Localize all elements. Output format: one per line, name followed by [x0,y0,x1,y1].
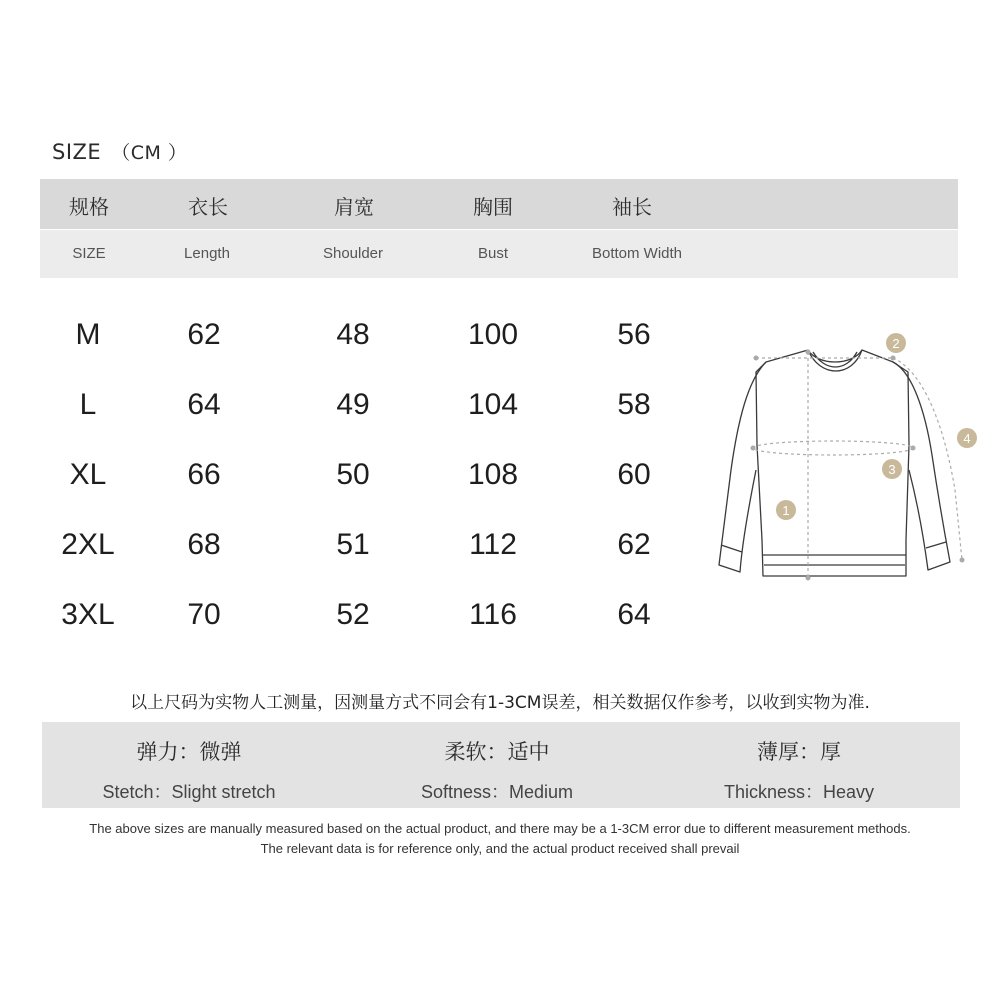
size-title [52,138,187,165]
cell-bust: 104 [467,388,519,421]
cell-sleeve: 64 [617,598,651,631]
cell-shoulder: 52 [336,598,370,631]
size-title-unit: （CM ） [111,142,188,164]
measurement-lines [753,352,962,578]
size-title-label: SIZE [52,140,102,164]
marker-4-icon [957,428,977,448]
header-en-size: SIZE [72,245,106,262]
header-zh-sleeve: 袖长 [612,195,652,219]
header-en-bust: Bust [477,245,509,262]
cell-size: 2XL [61,528,115,561]
marker-2-icon [886,333,906,353]
marker-1-icon [776,500,796,520]
cell-sleeve: 56 [617,318,651,351]
cell-length: 68 [187,528,221,561]
marker-3-icon [882,459,902,479]
header-zh-bust: 胸围 [473,195,513,219]
feature-stretch-zh: 弹力：微弹 [136,740,242,764]
cell-length: 62 [187,318,221,351]
cell-bust: 100 [467,318,519,351]
cell-size: XL [69,458,107,491]
header-zh-size: 规格 [69,195,109,219]
marker-2-label: 2 [892,336,900,351]
cell-sleeve: 60 [617,458,651,491]
feature-softness-zh: 柔软：适中 [444,740,550,764]
note-en-line-2: The relevant data is for reference only, and the actual product received shall prevail [260,841,740,856]
feature-thickness-en: Thickness：Heavy [723,782,875,802]
cell-length: 66 [187,458,221,491]
marker-1-label: 1 [782,503,790,518]
cell-length: 64 [187,388,221,421]
cell-sleeve: 58 [617,388,651,421]
header-zh-length: 衣长 [188,195,228,219]
cell-size: L [79,388,97,421]
marker-4-label: 4 [963,431,971,446]
feature-softness [421,722,573,804]
cell-shoulder: 50 [336,458,370,491]
cell-sleeve: 62 [617,528,651,561]
cell-size: 3XL [61,598,115,631]
cell-bust: 112 [469,528,517,561]
cell-size: M [75,318,101,351]
cell-length: 70 [187,598,221,631]
feature-thickness-zh: 薄厚：厚 [756,740,841,764]
cell-shoulder: 49 [336,388,370,421]
marker-3-label: 3 [888,462,896,477]
header-zh-shoulder: 肩宽 [334,195,374,219]
header-en-length: Length [184,245,230,262]
feature-stretch-en: Stetch：Slight stretch [102,782,276,802]
sweatshirt-diagram [700,320,1000,600]
cell-shoulder: 48 [336,318,370,351]
header-en-bottom: Bottom Width [591,245,683,262]
header-en-shoulder: Shoulder [322,245,384,262]
note-en-line-1: The above sizes are manually measured based on the actual product, and there may be a 1-3CM error due to different measurement methods. [89,821,911,836]
cell-bust: 116 [469,598,517,631]
note-zh: 以上尺码为实物人工测量，因测量方式不同会有1-3CM误差，相关数据仅作参考，以收到实物为准. [130,693,870,713]
sweatshirt-outline [719,350,950,576]
feature-stretch [102,722,275,804]
cell-shoulder: 51 [336,528,370,561]
feature-softness-en: Softness：Medium [420,782,574,802]
feature-thickness [724,722,874,804]
cell-bust: 108 [467,458,519,491]
